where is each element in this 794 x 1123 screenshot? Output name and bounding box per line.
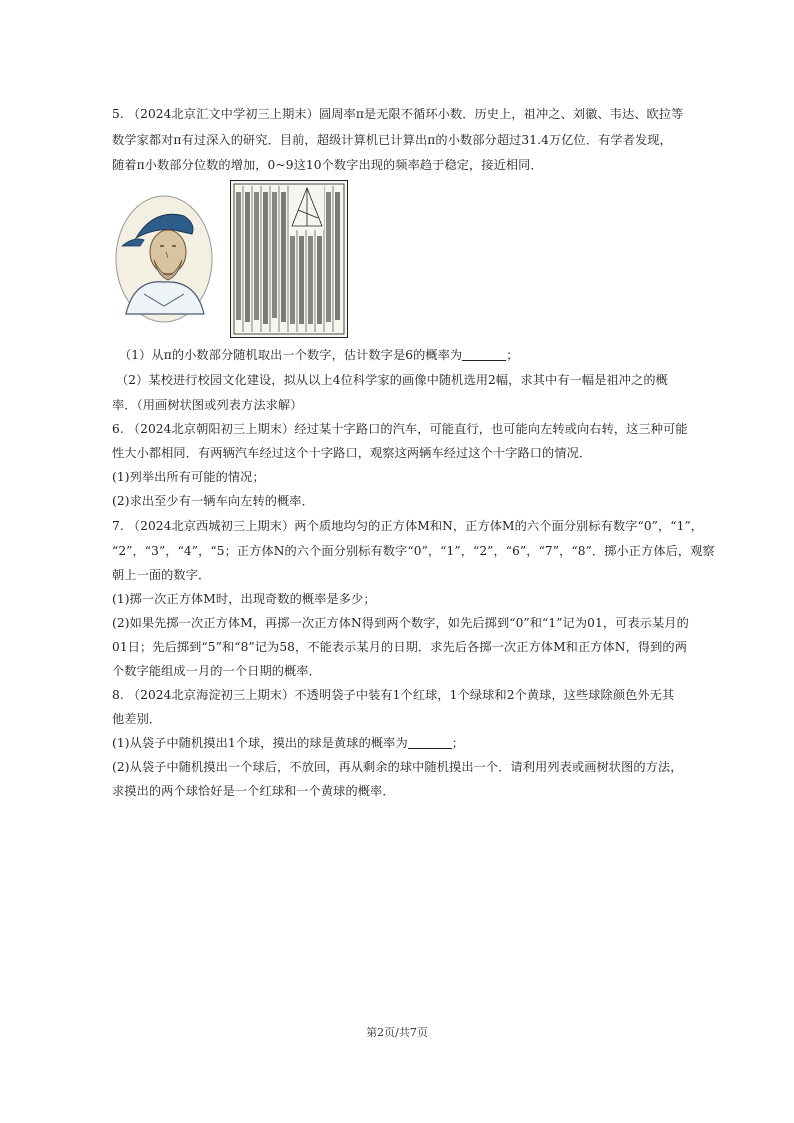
q8-answer-blank: [408, 735, 452, 749]
q8-line-2: 他差别．: [112, 712, 162, 726]
q7-line-3: 朝上一面的数字．: [112, 568, 211, 582]
q5-sub1-text: （1）从π的小数部分随机取出一个数字，估计数字是6的概率为: [119, 348, 463, 362]
q5-sub1-end: ；: [506, 348, 519, 362]
q8-sub1: [112, 733, 464, 753]
q5-answer-blank: [462, 347, 506, 361]
q7-line-2: “2”，“3”，“4”，“5；正方体N的六个面分别标有数字“0”，“1”，“2”，“6”，“7”，“8”．掷小正方体后，观察: [112, 544, 715, 558]
q7-line-6: 01日；先后掷到“5”和“8”记为58，不能表示某月的日期．求先后各掷一次正方体M和正方体N，得到的两: [112, 640, 688, 654]
q5-line-1: 5. （2024北京汇文中学初三上期末）圆周率π是无限不循环小数．历史上，祖冲之、刘徽、韦达、欧拉等: [112, 107, 684, 121]
portrait-image: [114, 194, 214, 324]
q8-sub2-line-2: 求摸出的两个球恰好是一个红球和一个黄球的概率．: [112, 784, 395, 798]
q8-sub2-line-1: (2)从袋子中随机摸出一个球后，不放回，再从剩余的球中随机摸出一个．请利用列表或画树状图的方法，: [112, 760, 683, 774]
q7-line-4: (1)掷一次正方体M时，出现奇数的概率是多少；: [112, 592, 376, 606]
q7-line-7: 个数字能组成一月的一个日期的概率．: [112, 664, 321, 678]
q7-line-5: (2)如果先掷一次正方体M，再掷一次正方体N得到两个数字，如先后掷到“0”和“1”记为01，可表示某月的: [112, 616, 689, 630]
q6-line-1: 6. （2024北京朝阳初三上期末）经过某十字路口的汽车，可能直行，也可能向左转或向右转，这三种可能: [112, 422, 688, 436]
q5-sub2-line-2: 率．（用画树状图或列表方法求解）: [112, 398, 303, 412]
q6-line-3: (1)列举出所有可能的情况；: [112, 470, 265, 484]
q8-sub1-text: (1)从袋子中随机摸出1个球，摸出的球是黄球的概率为: [112, 736, 408, 750]
page-number-footer: 第2页/共7页: [366, 1026, 428, 1039]
q5-line-2: 数学家都对π有过深入的研究．目前，超级计算机已计算出π的小数部分超过31.4万亿位．有学者发现，: [112, 133, 672, 147]
q6-line-2: 性大小都相同．有两辆汽车经过这个十字路口，观察这两辆车经过这个十字路口的情况．: [112, 446, 592, 460]
ancient-book-image: [230, 180, 348, 338]
q5-sub1: [119, 345, 519, 365]
q8-sub1-end: ；: [451, 736, 465, 750]
q7-line-1: 7. （2024北京西城初三上期末）两个质地均匀的正方体M和N，正方体M的六个面分别标有数字“0”，“1”，: [112, 519, 704, 533]
q6-line-4: (2)求出至少有一辆车向左转的概率．: [112, 494, 314, 508]
q5-sub2-line-1: （2）某校进行校园文化建设，拟从以上4位科学家的画像中随机选用2幅，求其中有一幅是祖冲之的概: [116, 373, 668, 387]
q8-line-1: 8. （2024北京海淀初三上期末）不透明袋子中装有1个红球，1个绿球和2个黄球，这些球除颜色外无其: [112, 688, 675, 702]
q5-line-3: 随着π小数部分位数的增加，0~9这10个数字出现的频率趋于稳定，接近相同．: [112, 158, 543, 172]
